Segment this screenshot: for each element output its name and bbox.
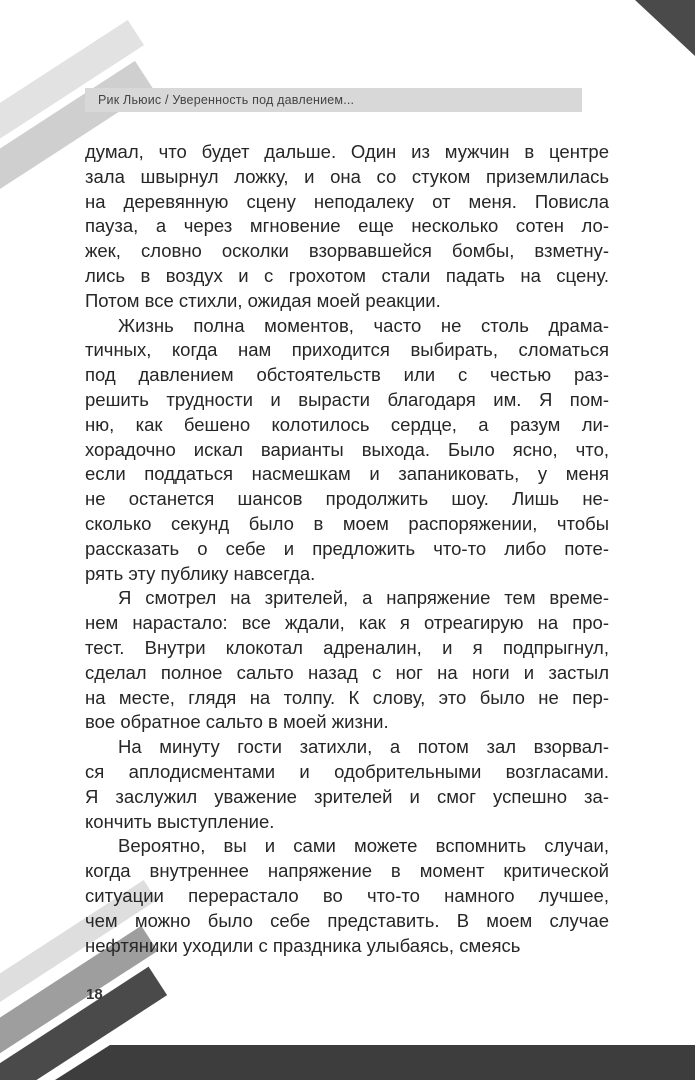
text-line: не останется шансов продолжить шоу. Лишь не- [85, 488, 609, 510]
text-line: нефтяники уходили с праздника улыбаясь, смеясь [85, 934, 521, 956]
text-line: лись в воздух и с грохотом стали падать на сцену. [85, 264, 609, 286]
text-line: когда внутреннее напряжение в момент критической [85, 860, 609, 882]
text-block [85, 140, 609, 958]
text-line: сделал полное сальто назад с ног на ноги и застыл [85, 661, 609, 683]
paragraph [85, 140, 609, 314]
page-number: 18 [86, 986, 103, 1003]
text-line: ситуации перерастало во что-то намного лучшее, [85, 884, 609, 906]
text-line: Я заслужил уважение зрителей и смог успешно за- [85, 785, 609, 807]
text-line: кончить выступление. [85, 810, 275, 832]
text-line: жек, словно осколки взорвавшейся бомбы, взметну- [85, 240, 609, 262]
text-line: на месте, глядя на толпу. К слову, это было не пер- [85, 686, 609, 708]
text-line: решить трудности и вырасти благодаря им. Я пом- [85, 388, 609, 410]
text-line: хорадочно искал варианты выхода. Было ясно, что, [85, 438, 609, 460]
text-line: Потом все стихли, ожидая моей реакции. [85, 289, 441, 311]
paragraph [85, 735, 609, 834]
paragraph [85, 834, 609, 958]
text-line: чем можно было себе представить. В моем случае [85, 909, 609, 931]
text-line: думал, что будет дальше. Один из мужчин в центре [85, 141, 609, 162]
text-line: Жизнь полна моментов, часто не столь драма- [118, 314, 609, 336]
text-line: рассказать о себе и предложить что-то либо поте- [85, 537, 609, 559]
paragraph [85, 314, 609, 587]
text-line: Вероятно, вы и сами можете вспомнить случаи, [118, 835, 609, 857]
text-line: тест. Внутри клокотал адреналин, и я подпрыгнул, [85, 636, 609, 658]
text-line: нем нарастало: все ждали, как я отреагирую на про- [85, 612, 609, 634]
paragraph [85, 586, 609, 735]
running-header [85, 88, 582, 112]
text-line: вое обратное сальто в моей жизни. [85, 711, 389, 733]
text-line: если поддаться насмешкам и запаниковать, у меня [85, 463, 609, 485]
text-line: На минуту гости затихли, а потом зал взорвал- [118, 736, 609, 758]
text-line: зала швырнул ложку, и она со стуком приземлилась [85, 165, 609, 187]
text-line: сколько секунд было в моем распоряжении, чтобы [85, 512, 609, 534]
text-line: рять эту публику навсегда. [85, 562, 316, 584]
footer-bar-decoration [55, 1045, 695, 1080]
running-header-title: Рик Льюис / Уверенность под давлением... [98, 93, 355, 107]
text-line: Я смотрел на зрителей, а напряжение тем време- [118, 587, 609, 609]
text-line: тичных, когда нам приходится выбирать, сломаться [85, 339, 609, 361]
text-line: на деревянную сцену неподалеку от меня. Повисла [85, 190, 609, 212]
text-line: ся аплодисментами и одобрительными возгласами. [85, 760, 609, 782]
text-line: под давлением обстоятельств или с честью раз- [85, 364, 609, 386]
text-line: пауза, а через мгновение еще несколько сотен ло- [85, 215, 609, 237]
text-line: ню, как бешено колотилось сердце, а разум ли- [85, 413, 609, 435]
top-right-corner-decoration [615, 0, 695, 56]
